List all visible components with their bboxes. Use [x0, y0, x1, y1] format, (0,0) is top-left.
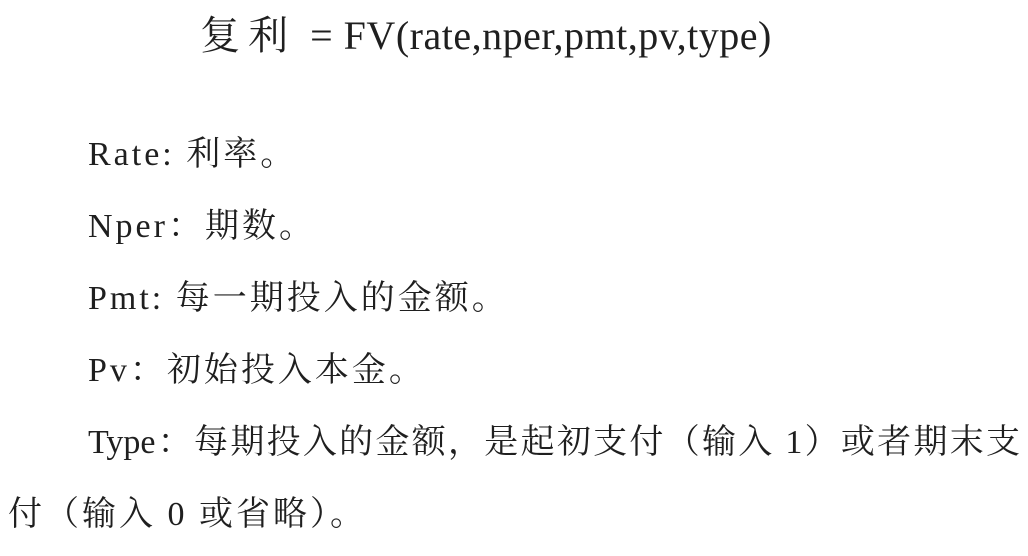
- pv-definition: Pv：初始投入本金。: [88, 352, 426, 389]
- type-definition-line-2: 付（输入 0 或省略）。: [8, 496, 367, 533]
- formula-title-cjk: 复利: [200, 13, 297, 58]
- rate-definition: Rate: 利率。: [88, 136, 298, 173]
- type-definition-line-1: Type：每期投入的金额，是起初支付（输入 1）或者期末支: [88, 424, 1020, 461]
- parameter-definitions: [8, 119, 1020, 551]
- nper-definition: Nper：期数。: [88, 208, 316, 245]
- formula-title-expression: = FV(rate,nper,pmt,pv,type): [310, 13, 772, 58]
- formula-title: [8, 0, 1020, 60]
- pmt-definition: Pmt: 每一期投入的金额。: [88, 280, 509, 317]
